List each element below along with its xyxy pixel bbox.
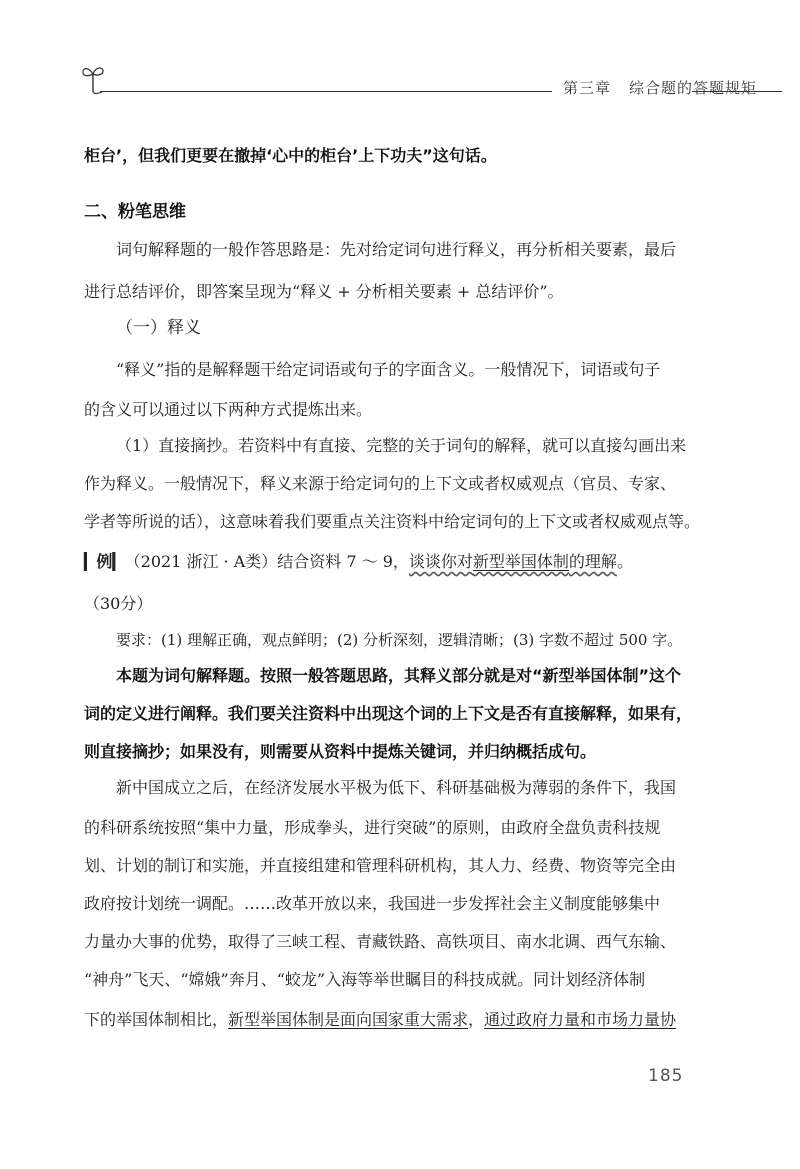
- subheading: （一）释义: [116, 318, 201, 338]
- underlined-definition-cont: 通过政府力量和市场力量协: [484, 1010, 677, 1029]
- excerpt-line: 下的举国体制相比，新型举国体制是面向国家重大需求，通过政府力量和市场力量协: [84, 1010, 677, 1029]
- excerpt-line: 划、计划的制订和实施，并直接组建和管理科研机构，其人力、经费、物资等完全由: [84, 856, 677, 875]
- analysis-line: 本题为词句解释题。按照一般答题思路，其释义部分就是对“新型举国体制”这个: [116, 666, 682, 685]
- excerpt-line: 力量办大事的优势，取得了三峡工程、青藏铁路、高铁项目、南水北调、西气东输、: [84, 932, 677, 951]
- carryover-line: 柜台’，但我们更要在撤掉‘心中的柜台’上下功夫”这句话。: [84, 146, 497, 165]
- paragraph-line: （1）直接摘抄。若资料中有直接、完整的关于词句的解释，就可以直接勾画出来: [116, 436, 687, 455]
- example-score: （30分）: [84, 594, 153, 613]
- analysis-line: 则直接摘抄；如果没有，则需要从资料中提炼关键词，并归纳概括成句。: [84, 742, 597, 761]
- paragraph-line: 学者等所说的话），这意味着我们要重点关注资料中给定词句的上下文或者权威观点等。: [84, 512, 701, 531]
- example-term: 新型举国体制: [472, 552, 569, 571]
- paragraph-line: 作为释义。一般情况下，释义来源于给定词句的上下文或者权威观点（官员、专家、: [84, 474, 677, 493]
- header-rule-left: [100, 91, 552, 92]
- example-line: ▎例▎（2021 浙江 · A类）结合资料 7 ～ 9，谈谈你对新型举国体制的理解。: [84, 552, 633, 571]
- example-marker: ▎例▎: [84, 552, 125, 571]
- page-number: 185: [648, 1066, 684, 1086]
- running-header: [80, 62, 782, 102]
- section-heading: 二、粉笔思维: [84, 202, 186, 222]
- paragraph-line: 词句解释题的一般作答思路是：先对给定词句进行释义，再分析相关要素，最后: [116, 240, 677, 259]
- requirements-line: 要求：(1) 理解正确，观点鲜明；(2) 分析深刻，逻辑清晰；(3) 字数不超过 500 字。: [116, 631, 683, 649]
- paragraph-line: 进行总结评价，即答案呈现为“释义 + 分析相关要素 + 总结评价”。: [84, 282, 564, 301]
- paragraph-line: “释义”指的是解释题干给定词语或句子的字面含义。一般情况下，词语或句子: [116, 360, 661, 379]
- underlined-definition: 新型举国体制是面向国家重大需求: [228, 1010, 469, 1029]
- example-task: 谈谈你对新型举国体制的理解: [408, 552, 617, 571]
- excerpt-line: 的科研系统按照“集中力量，形成拳头，进行突破”的原则，由政府全盘负责科技规: [84, 818, 661, 837]
- header-rule-right: [692, 91, 782, 92]
- excerpt-line: 政府按计划统一调配。……改革开放以来，我国进一步发挥社会主义制度能够集中: [84, 894, 661, 913]
- chapter-label: 第三章 综合题的答题规矩: [563, 79, 758, 97]
- paragraph-line: 的含义可以通过以下两种方式提炼出来。: [84, 400, 373, 419]
- analysis-line: 词的定义进行阐释。我们要关注资料中出现这个词的上下文是否有直接解释，如果有，: [84, 704, 693, 723]
- excerpt-line: “神舟”飞天、“嫦娥”奔月、“蛟龙”入海等举世瞩目的科技成就。同计划经济体制: [84, 970, 646, 989]
- section-title: 综合题的答题规矩: [629, 79, 758, 97]
- excerpt-line: 新中国成立之后，在经济发展水平极为低下、科研基础极为薄弱的条件下，我国: [116, 778, 677, 797]
